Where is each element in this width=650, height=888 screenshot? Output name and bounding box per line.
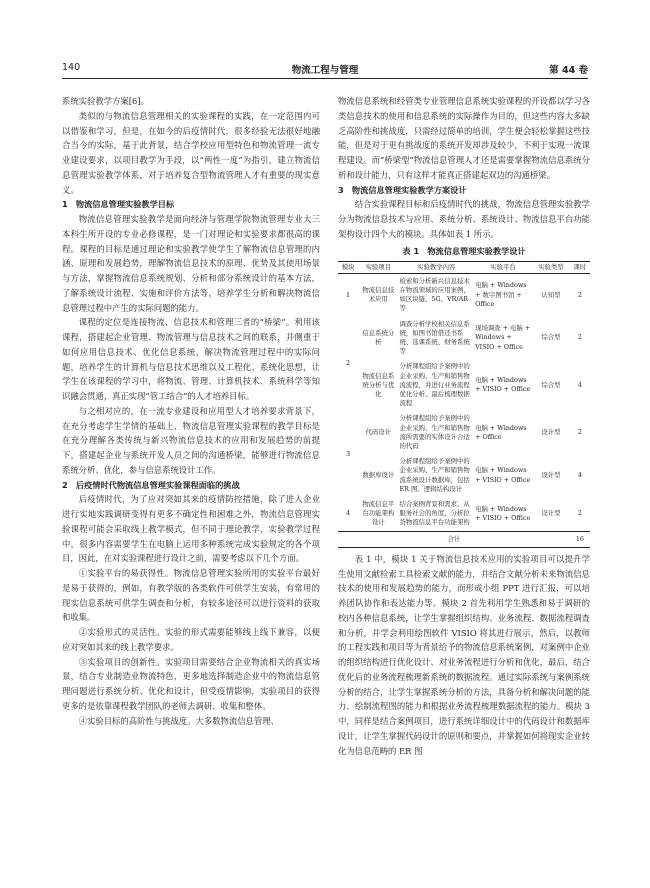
page-header: [62, 62, 588, 76]
platform-cell: 电脑 + Windows + Office: [475, 423, 527, 441]
project-cell: 代码设计: [365, 428, 392, 437]
list-item: ④实验目标的高阶性与挑战度。大多数物流信息管理、: [78, 715, 279, 726]
platform-cell: 电脑 + Windows + VISIO + Office: [475, 466, 531, 484]
header-rule: [62, 78, 588, 79]
type-cell: 设计型: [541, 509, 561, 518]
module-cell: 3: [346, 449, 351, 458]
paragraph: 物流信息系统和经管类专业管理信息系统实验课程的开设都以学习各类信息技术的使用和信息系统的实际操作为目的，但这些内容大多缺乏高阶性和挑战度，只需经过简单的培训，学生便会轻松掌握这些技能，但是对于更有挑战度的系统开发却涉及较少，不利于实现一流课程建设。而“桥梁型”物流信息管理人才还是需要掌握物流信息系统分析和设计能力，只有这样才能真正搭建起双边的沟通桥梁。: [338, 96, 590, 180]
module-cell: 4: [346, 509, 351, 518]
platform-cell: 电脑 + Windows + VISIO + Office: [475, 376, 531, 394]
table-row: [338, 317, 590, 360]
type-cell: 设计型: [541, 470, 561, 479]
paragraph: 后疫情时代，为了应对突如其来的疫情防控措施，除了进入企业进行实地实践调研变得有更多不确定性和困难之外，物流信息管理实验课程可能会采取线上教学模式，但不同于理论教学，实验教学过程中，很多内容需要学生在电脑上运用多种系统完成实验规定的各个项目，因此，在对实验课程进行设计之前，需要考虑以下几个方面。: [62, 494, 320, 564]
content-cell: 分析课程组给予案例中的企业采购、生产和销售物流流程，并进行业务流程优化分析、最后梳理数据流程: [399, 362, 470, 408]
column-header: 模块: [341, 262, 355, 271]
module-cell: 2: [346, 359, 351, 368]
paragraph: 系统实验教学方案[6]。: [62, 96, 149, 106]
platform-cell: 现场调查 + 电脑 + Windows + VISIO + Office: [475, 324, 531, 351]
page-number: 140: [62, 62, 81, 73]
left-column: [62, 94, 320, 728]
project-cell: 信息系统分析: [362, 328, 395, 346]
paragraph: 物流信息管理实验教学是面向经济与管理学院物流管理专业大三本科生所开设的专业必修课程，是一门对理论和实验要求都很高的课程。课程的目标是通过理论和实验教学使学生了解物流信息管理的内涵、原理和发展趋势，理解物流信息技术的原理、优势及其使用场景与方法，掌握物流信息系统规划、分析和部分系统设计的基本方法，了解系统设计流程、实施和评价方法等，培养学生分析和解决物流信息管理过程中产生的实际问题的能力。: [62, 214, 320, 313]
content-cell: 分析课程组给予案例中的企业采购、生产和销售物流所需要的实体设计合适的代码: [399, 414, 470, 450]
type-cell: 综合型: [541, 380, 561, 389]
column-header: 课时: [573, 262, 587, 271]
project-cell: 物流信息技术应用: [362, 285, 395, 304]
type-cell: 认知型: [541, 290, 561, 299]
list-item: ①实验平台的易获得性。物流信息管理实验所用的实验平台最好是易于获得的，例如，有教学版的各类软件可供学生安装，有常用的现实信息系统可供学生调查和分析，有较多途径可以进行资料的获取和收集。: [62, 568, 320, 623]
content-cell: 调查分析学校相关信息系统，如图书馆借还书系统、选课系统、财务系统等: [399, 319, 470, 356]
total-label: 合计: [447, 534, 461, 543]
hours-cell: 2: [577, 428, 582, 437]
right-column: [338, 94, 590, 758]
table-row: [338, 359, 590, 411]
hours-cell: 2: [577, 333, 582, 342]
content-cell: 结合案例背景和需求，从服务社会的角度，分析拉货物流信息平台功能架构: [399, 499, 470, 527]
hours-cell: 4: [577, 380, 582, 389]
column-header: 实验类型: [538, 262, 564, 271]
table-row: [338, 411, 590, 454]
project-cell: 物流信息系统分析与优化: [362, 371, 395, 398]
column-header: 实验项目: [365, 262, 392, 271]
table-header-row: [338, 261, 590, 273]
table-total-row: [338, 531, 590, 547]
type-cell: 综合型: [541, 333, 561, 342]
column-header: 实验平台: [490, 262, 516, 271]
paragraph: 表 1 中，模块 1 关于物流信息技术应用的实验项目可以提升学生使用文献检索工具检索文献的能力，并结合文献分析未来物流信息技术的使用和发展趋势的能力，而形成小组 PPT 进行汇报，可以培养团队协作和表达能力等。模块 2 首先利用学生熟悉和易于调研的校内各种信息系统，让学生掌握组织结构、业务流程、数据流程调查和分析，并学会利用绘图软件 VISIO 将其进行展示，然后，以教师的工程实践和项目等为背景给予的物流信息系统案例，对案例中企业的组织结构进行优化设计、对业务流程进行分析和优化，最后，结合优化后的业务流程梳理新系统的数据流程。通过实际系统与案例系统分析的结合，让学生掌握系统分析的方法，具备分析和解决问题的能力、绘制流程图的能力和根据业务流程梳理数据流程的能力。模块 3 中，同样是结合案例项目，进行系统详细设计中的代码设计和数据库设计，让学生掌握代码设计的原则和要点，并掌握如何将现实企业转化为信息范畴的 ER 图: [338, 553, 590, 756]
list-item: ②实验形式的灵活性。实验的形式需要能够线上线下兼容，以便应对突如其来的线上教学要求。: [62, 627, 320, 652]
content-cell: 分析课程组给予案例中的企业采购、生产和销售物流系统设计数据库，包括 ER 图、逻辑结构设计: [399, 457, 470, 493]
journal-name: 物流工程与管理: [291, 65, 359, 76]
experiment-table: [338, 261, 590, 548]
table-row: [338, 454, 590, 497]
table-row: [338, 497, 590, 531]
table-row: [338, 273, 590, 316]
column-header: 实验教学内容: [417, 262, 456, 271]
hours-cell: 2: [577, 290, 582, 299]
volume-label: 第 44 卷: [549, 65, 588, 76]
paragraph: 结合实验课程目标和后疫情时代的挑战，物流信息管理实验教学分为物流信息技术与应用、系统分析、系统设计、物流信息平台功能架构设计四个大的模块。具体如表 1 所示。: [338, 199, 590, 239]
project-cell: 数据库设计: [362, 470, 395, 479]
module-cell: 1: [346, 290, 351, 299]
platform-cell: 电脑 + Windows + 数字图书馆 + Office: [475, 281, 527, 308]
section-heading: 2 后疫情时代物流信息管理实验课程面临的挑战: [62, 479, 240, 490]
paragraph: 类似的与物流信息管理相关的实验课程的实践，在一定范围内可以借鉴和学习，但是，在如今的后疫情时代，很多经验无法很好地融合当今的实际，基于此背景，结合学校应用型特色和物流管理一流专业建设要求，以项目教学为手段，以“两性一度”为指引，建立物流信息管理实验教学体系，对于培养复合型物流管理人才有重要的现实意义。: [62, 110, 320, 195]
section-heading: 3 物流信息管理实验教学方案设计: [338, 184, 467, 195]
paragraph: 与之相对应的，在一流专业建设和应用型人才培养要求背景下，在充分考虑学生学情的基础上，物流信息管理实验课程的教学目标是在充分理解各类传统与新兴物流信息技术的应用和发展趋势的前提下，搭建起企业与系统开发人员之间的沟通桥梁，能够进行物流信息系统分析、优化，参与信息系统设计工作。: [62, 405, 320, 475]
type-cell: 设计型: [541, 428, 561, 437]
section-heading: 1 物流信息管理实验教学目标: [62, 199, 175, 210]
hours-cell: 4: [577, 470, 582, 479]
content-cell: 检索和分析新兴信息技术在物流领域的应用案例，如区块链、5G、VR/AR 等: [399, 276, 470, 313]
table-caption: 表 1 物流信息管理实验教学设计: [402, 245, 526, 256]
list-item: ③实验项目的创新性。实验项目需要结合企业物流相关的真实场景，结合专业制造业物流特色，更多地选择制造企业中的物流信息管理问题进行系统分析、优化和设计，但受疫情影响，实验项目的获得更多的是依靠课程教学团队的老师去调研、收集和整体。: [62, 656, 320, 711]
hours-cell: 2: [577, 509, 582, 518]
total-hours: 16: [575, 534, 584, 543]
paragraph: 课程的定位是连接物流、信息技术和管理三者的“桥梁”。利用该课程，搭建起企业管理、物流管理与信息技术之间的联系，并侧重于如何应用信息技术、优化信息系统，解决物流管理过程中的实际问题，培养学生的计算机与信息技术思维以及工程化、系统化思想，让学生在该课程的学习中，将物流、管理、计算机技术、系统科学等知识融会贯通，真正实现“管工结合”的人才培养目标。: [62, 317, 320, 401]
project-cell: 物流信息平台功能架构设计: [362, 499, 395, 527]
platform-cell: 电脑 + Windows + VISIO + Office: [475, 504, 531, 522]
